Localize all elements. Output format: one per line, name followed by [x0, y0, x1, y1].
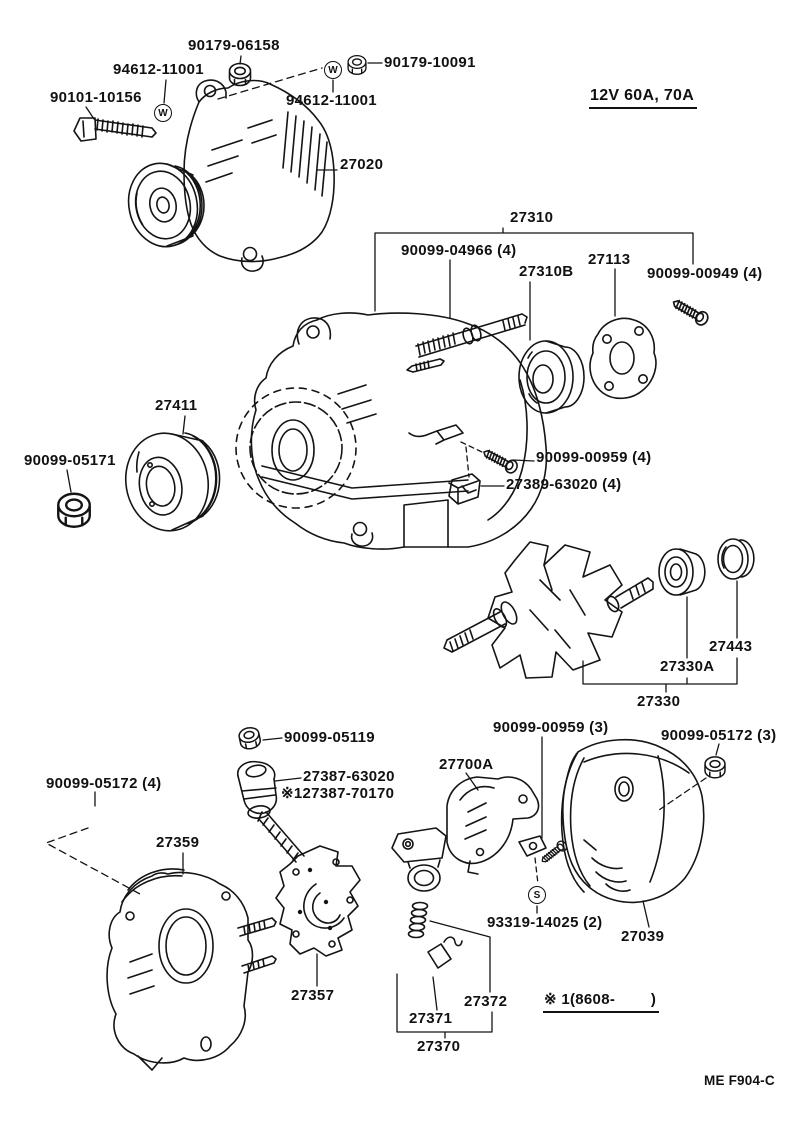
- part-label-27357: 27357: [291, 987, 335, 1004]
- part-label-27370: 27370: [417, 1038, 461, 1055]
- pulley-drawing: [118, 427, 219, 538]
- leader-27700A: [466, 773, 478, 790]
- footnote-label: ※ 1(8608- ): [543, 992, 659, 1013]
- part-label-27039: 27039: [621, 928, 665, 945]
- drive-end-frame-drawing: [236, 313, 546, 549]
- brush-holder-drawing: [392, 828, 446, 891]
- part-label-27387-63020: 27387-63020: [303, 768, 395, 785]
- part-label-90099-00949: 90099-00949 (4): [647, 265, 763, 282]
- dash-S-chain: [535, 858, 538, 884]
- terminal-nut-drawing: [238, 726, 262, 751]
- part-label-27700A: 27700A: [439, 756, 494, 773]
- leader-94612-left: [164, 80, 166, 103]
- leader-90099-00959-4: [513, 460, 534, 461]
- dash-terminal-screw: [461, 442, 484, 453]
- part-label-27310B: 27310B: [519, 263, 574, 280]
- retainer-screw-drawing: [670, 296, 710, 327]
- part-label-27330A: 27330A: [660, 658, 715, 675]
- dash-05172-3: [659, 778, 706, 810]
- part-label-27387-70170: ※127387-70170: [281, 785, 395, 802]
- part-label-90099-00959-4: 90099-00959 (4): [536, 449, 652, 466]
- brush-drawing: [428, 937, 462, 968]
- brush-holder-assy-drawing: [258, 812, 360, 956]
- part-label-94612-11001-right: 94612-11001: [286, 92, 377, 109]
- dash-05172-4: [46, 828, 140, 894]
- pulley-nut-drawing: [58, 494, 90, 527]
- part-label-27359: 27359: [156, 834, 200, 851]
- bearing-retainer-drawing: [590, 318, 656, 398]
- rectifier-holder-drawing: [447, 777, 546, 874]
- part-label-90101-10156: 90101-10156: [50, 89, 142, 106]
- part-label-27020: 27020: [340, 156, 384, 173]
- nut-90179-10091-drawing: [348, 56, 366, 75]
- rear-bearing-drawing: [659, 549, 705, 595]
- drawing-code-label: ME F904-C: [704, 1073, 775, 1088]
- part-label-90099-04966: 90099-04966 (4): [401, 242, 517, 259]
- terminal-insulator-drawing: [449, 474, 480, 504]
- leader-27371: [433, 977, 437, 1010]
- dash-terminal-insulator: [466, 447, 469, 477]
- frame-nut3-drawing: [705, 757, 725, 778]
- leader-27372: [430, 921, 490, 992]
- leader-27387: [275, 778, 301, 781]
- rectifier-end-frame-drawing: [107, 869, 276, 1070]
- rotor-drawing: [444, 542, 653, 678]
- spec-label: 12V 60A, 70A: [589, 87, 697, 109]
- terminal-cover-drawing: [238, 762, 277, 820]
- part-label-90099-00959-3: 90099-00959 (3): [493, 719, 609, 736]
- rotor-washer-drawing: [718, 539, 754, 579]
- part-label-90099-05172-3: 90099-05172 (3): [661, 727, 777, 744]
- screw-mark-symbol: S: [528, 886, 546, 904]
- part-label-27113: 27113: [588, 251, 631, 268]
- part-label-27389-63020: 27389-63020 (4): [506, 476, 622, 493]
- part-label-90099-05171: 90099-05171: [24, 452, 116, 469]
- part-label-90179-06158: 90179-06158: [188, 37, 280, 54]
- washer-mark-symbol: W: [324, 61, 342, 79]
- leader-90099-05171: [67, 470, 71, 492]
- washer-mark-symbol: W: [154, 104, 172, 122]
- part-label-27330: 27330: [637, 693, 681, 710]
- leader-90099-05119: [263, 738, 282, 740]
- part-label-94612-11001-left: 94612-11001: [113, 61, 204, 78]
- pivot-bolt-drawing: [74, 118, 156, 141]
- leader-90099-05172-3: [716, 744, 719, 755]
- terminal-plug-drawing: [409, 425, 463, 444]
- part-label-90179-10091: 90179-10091: [384, 54, 476, 71]
- part-label-27310: 27310: [510, 209, 554, 226]
- leader-27411: [183, 416, 185, 434]
- part-label-93319-14025: 93319-14025 (2): [487, 914, 603, 931]
- leader-27039: [643, 901, 649, 927]
- part-label-27372: 27372: [464, 993, 508, 1010]
- part-label-27371: 27371: [409, 1010, 453, 1027]
- end-cover-drawing: [562, 740, 704, 903]
- part-label-90099-05119: 90099-05119: [284, 729, 375, 746]
- part-label-27411: 27411: [155, 397, 198, 414]
- brush-spring-drawing: [409, 903, 428, 938]
- part-label-90099-05172-4: 90099-05172 (4): [46, 775, 162, 792]
- part-label-27443: 27443: [709, 638, 753, 655]
- alternator-pulley: [121, 157, 205, 253]
